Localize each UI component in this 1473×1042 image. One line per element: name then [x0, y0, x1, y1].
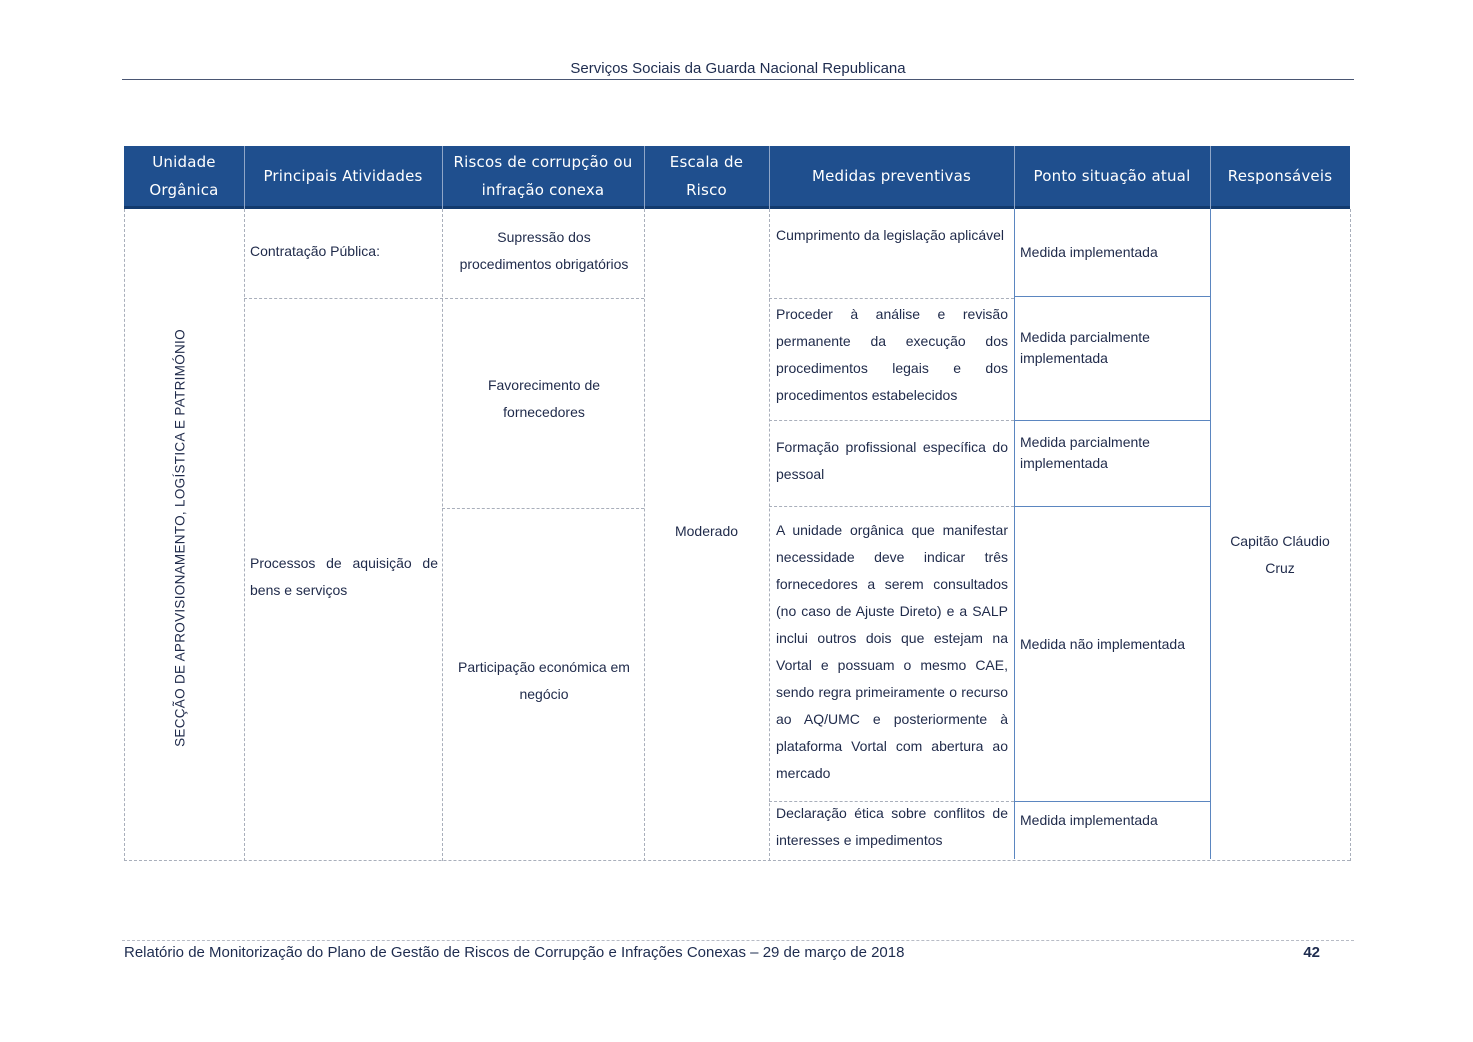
- footer-rule: [122, 940, 1354, 941]
- column-divider: [1210, 209, 1211, 859]
- measure-supplier-consultation: A unidade orgânica que manifestar necessidade deve indicar três fornecedores a serem consultados (no caso de Ajuste Direto) e a SALP inclui outros dois que estejam na Vortal e possuam o mesmo CAE, sendo regra primeiramente o recurso ao AQ/UMC e posteriormente à plataforma Vortal com abertura ao mercado: [776, 522, 1008, 781]
- row-divider: [1014, 296, 1210, 297]
- status-measure-3: Medida parcialmente implementada: [1020, 434, 1150, 471]
- risk-favoritism: Favorecimento de fornecedores: [487, 377, 601, 420]
- activity-acquisition-processes: Processos de aquisição de bens e serviços: [250, 555, 438, 598]
- column-header-activities: Principais Atividades: [263, 167, 423, 185]
- row-divider: [1014, 801, 1210, 802]
- column-header-unit: Unidade Orgânica: [149, 153, 219, 199]
- risk-suppression: Supressão dos procedimentos obrigatórios: [459, 229, 629, 272]
- row-divider: [442, 508, 644, 509]
- status-measure-1: Medida implementada: [1020, 244, 1158, 260]
- status-measure-2: Medida parcialmente implementada: [1020, 329, 1150, 366]
- status-measure-4: Medida não implementada: [1020, 636, 1185, 652]
- measure-training: Formação profissional específica do pessoal: [776, 439, 1008, 482]
- organic-unit-label: SECÇÃO DE APROVISIONAMENTO, LOGÍSTICA E PATRIMÓNIO: [172, 329, 188, 747]
- row-divider: [1014, 506, 1210, 507]
- risk-scale-value: Moderado: [674, 523, 739, 539]
- column-header-responsible: Responsáveis: [1227, 167, 1333, 185]
- column-header-status: Ponto situação atual: [1033, 167, 1191, 185]
- row-divider: [769, 298, 1014, 299]
- page-number: 42: [1303, 944, 1320, 961]
- column-header-risks: Riscos de corrupção ou infração conexa: [453, 153, 633, 199]
- measure-legislation: Cumprimento da legislação aplicável: [776, 227, 1005, 243]
- column-header-risk-scale: Escala de Risco: [669, 153, 744, 199]
- status-measure-5: Medida implementada: [1020, 812, 1158, 828]
- responsible-person: Capitão Cláudio Cruz: [1230, 533, 1330, 576]
- row-divider: [769, 420, 1014, 421]
- table-bottom-border: [124, 860, 1350, 861]
- column-header-measures: Medidas preventivas: [811, 167, 972, 185]
- row-divider: [1014, 420, 1210, 421]
- footer-text: Relatório de Monitorização do Plano de Gestão de Riscos de Corrupção e Infrações Conexas – 29 de março de 2018: [124, 944, 905, 961]
- table-header-rule: [124, 206, 1350, 209]
- risk-economic-participation: Participação económica em negócio: [458, 659, 630, 702]
- activity-public-procurement: Contratação Pública:: [250, 243, 380, 259]
- page-header: Serviços Sociais da Guarda Nacional Republicana: [570, 60, 906, 77]
- row-divider: [769, 506, 1014, 507]
- column-divider: [244, 209, 245, 861]
- table-border: [124, 209, 125, 861]
- table-border: [1350, 209, 1351, 861]
- row-divider: [244, 298, 644, 299]
- column-divider: [442, 209, 443, 861]
- column-divider: [1014, 209, 1015, 859]
- column-divider: [769, 209, 770, 861]
- measure-ethics-declaration: Declaração ética sobre conflitos de interesses e impedimentos: [776, 805, 1008, 848]
- measure-review-procedures: Proceder à análise e revisão permanente da execução dos procedimentos legais e dos procedimentos estabelecidos: [776, 306, 1008, 403]
